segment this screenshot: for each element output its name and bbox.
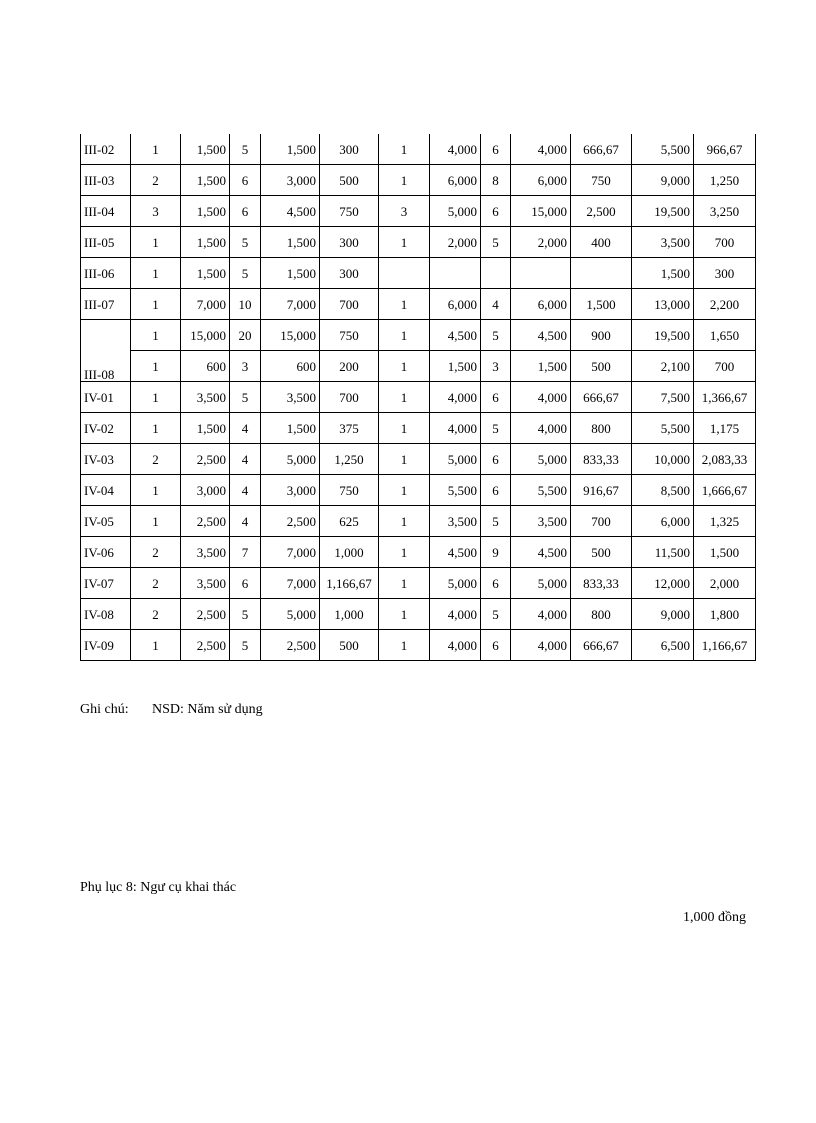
table-cell: 3,500 xyxy=(181,382,230,413)
table-cell: 3,500 xyxy=(181,537,230,568)
table-cell: 6,000 xyxy=(430,289,481,320)
table-cell: 1,500 xyxy=(181,134,230,165)
row-code: III-04 xyxy=(81,196,131,227)
row-code: III-07 xyxy=(81,289,131,320)
table-cell: 7,000 xyxy=(261,537,320,568)
table-cell: 19,500 xyxy=(632,320,694,351)
table-cell: 5 xyxy=(481,599,511,630)
table-cell: 4,000 xyxy=(511,134,571,165)
table-cell: 7,000 xyxy=(181,289,230,320)
table-cell: 2 xyxy=(131,444,181,475)
table-cell: 4,500 xyxy=(261,196,320,227)
table-cell: 1,500 xyxy=(694,537,756,568)
table-cell: 1 xyxy=(131,630,181,661)
table-cell: 6 xyxy=(481,568,511,599)
table-cell: 1,500 xyxy=(181,258,230,289)
table-cell: 3,500 xyxy=(632,227,694,258)
table-row xyxy=(81,351,756,382)
table-row xyxy=(81,413,756,444)
table-cell: 5 xyxy=(230,227,261,258)
table-cell: 4,000 xyxy=(511,413,571,444)
table-cell: 6,000 xyxy=(511,165,571,196)
table-cell: 3,250 xyxy=(694,196,756,227)
table-cell: 2,000 xyxy=(430,227,481,258)
table-cell: 4,000 xyxy=(511,382,571,413)
table-cell: 2,000 xyxy=(511,227,571,258)
table-cell: 800 xyxy=(571,413,632,444)
table-cell: 5,000 xyxy=(261,444,320,475)
table-cell: 1,650 xyxy=(694,320,756,351)
table-cell: 1,250 xyxy=(320,444,379,475)
table-cell: 9 xyxy=(481,537,511,568)
table-cell: 9,000 xyxy=(632,165,694,196)
table-cell: 1,250 xyxy=(694,165,756,196)
table-cell: 750 xyxy=(320,196,379,227)
table-cell: 1 xyxy=(131,289,181,320)
table-cell: 13,000 xyxy=(632,289,694,320)
table-cell: 1 xyxy=(379,475,430,506)
data-table xyxy=(80,134,756,661)
table-row xyxy=(81,134,756,165)
table-cell: 15,000 xyxy=(261,320,320,351)
table-body xyxy=(81,134,756,661)
table-cell: 5,000 xyxy=(261,599,320,630)
table-cell: 6,000 xyxy=(430,165,481,196)
table-cell: 300 xyxy=(320,258,379,289)
table-cell: 3,500 xyxy=(181,568,230,599)
table-cell: 5 xyxy=(230,258,261,289)
table-cell: 900 xyxy=(571,320,632,351)
table-cell: 8,500 xyxy=(632,475,694,506)
table-cell: 10,000 xyxy=(632,444,694,475)
table-cell: 2 xyxy=(131,568,181,599)
table-cell: 1 xyxy=(379,506,430,537)
table-cell: 7,000 xyxy=(261,568,320,599)
table-cell: 1,500 xyxy=(181,165,230,196)
table-cell: 1,366,67 xyxy=(694,382,756,413)
table-cell: 11,500 xyxy=(632,537,694,568)
table-cell: 15,000 xyxy=(181,320,230,351)
table-cell: 4 xyxy=(230,475,261,506)
table-cell: 1,500 xyxy=(430,351,481,382)
table-cell: 1,500 xyxy=(261,413,320,444)
table-cell: 3,500 xyxy=(430,506,481,537)
table-cell: 2 xyxy=(131,165,181,196)
table-cell: 5,000 xyxy=(430,444,481,475)
table-cell: 1 xyxy=(379,599,430,630)
table-cell: 1,500 xyxy=(261,227,320,258)
table-cell xyxy=(481,258,511,289)
table-cell: 800 xyxy=(571,599,632,630)
table-cell: 1 xyxy=(131,506,181,537)
table-cell: 1 xyxy=(379,165,430,196)
table-cell: 600 xyxy=(181,351,230,382)
table-cell: 1 xyxy=(131,134,181,165)
table-cell: 700 xyxy=(320,382,379,413)
table-cell: 19,500 xyxy=(632,196,694,227)
table-cell: 300 xyxy=(320,134,379,165)
table-cell: 1,800 xyxy=(694,599,756,630)
table-row xyxy=(81,227,756,258)
table-cell: 500 xyxy=(320,165,379,196)
table-cell: 6 xyxy=(481,630,511,661)
table-cell xyxy=(511,258,571,289)
table-cell: 3,000 xyxy=(261,165,320,196)
table-cell: 300 xyxy=(320,227,379,258)
table-cell: 1 xyxy=(131,382,181,413)
appendix-title: Phụ lục 8: Ngư cụ khai thác xyxy=(80,880,237,895)
table-cell: 2,500 xyxy=(261,506,320,537)
table-cell: 1 xyxy=(379,134,430,165)
table-cell: 666,67 xyxy=(571,134,632,165)
table-cell: 5 xyxy=(230,134,261,165)
table-cell: 4,000 xyxy=(511,630,571,661)
table-cell: 20 xyxy=(230,320,261,351)
table-row xyxy=(81,382,756,413)
table-cell: 4,000 xyxy=(511,599,571,630)
table-cell: 833,33 xyxy=(571,444,632,475)
table-row xyxy=(81,196,756,227)
table-cell: 700 xyxy=(694,227,756,258)
table-row xyxy=(81,537,756,568)
table-cell: 5,000 xyxy=(430,568,481,599)
table-cell: 5,500 xyxy=(632,413,694,444)
row-code: IV-03 xyxy=(81,444,131,475)
table-cell: 4 xyxy=(230,444,261,475)
table-cell: 5 xyxy=(481,227,511,258)
table-cell: 700 xyxy=(320,289,379,320)
table-cell: 4,000 xyxy=(430,413,481,444)
table-row xyxy=(81,258,756,289)
table-cell: 1,500 xyxy=(181,413,230,444)
table-cell: 8 xyxy=(481,165,511,196)
table-cell: 2,500 xyxy=(181,630,230,661)
table-cell: 4,500 xyxy=(430,537,481,568)
table-cell: 2 xyxy=(131,537,181,568)
table-cell: 1 xyxy=(379,227,430,258)
table-cell: 4,500 xyxy=(511,320,571,351)
table-cell: 6 xyxy=(481,444,511,475)
table-cell: 1 xyxy=(379,444,430,475)
table-cell: 5 xyxy=(230,599,261,630)
row-code: IV-08 xyxy=(81,599,131,630)
row-code: III-02 xyxy=(81,134,131,165)
table-cell: 6,500 xyxy=(632,630,694,661)
table-cell: 6,000 xyxy=(632,506,694,537)
table-cell: 1,666,67 xyxy=(694,475,756,506)
table-cell: 3,000 xyxy=(261,475,320,506)
table-row xyxy=(81,568,756,599)
table-cell: 500 xyxy=(571,351,632,382)
note-label: Ghi chú: xyxy=(80,702,129,717)
table-cell: 5,000 xyxy=(511,568,571,599)
table-cell: 500 xyxy=(320,630,379,661)
table-cell: 1 xyxy=(379,382,430,413)
table-cell: 5,000 xyxy=(511,444,571,475)
row-code: IV-07 xyxy=(81,568,131,599)
table-cell xyxy=(379,258,430,289)
table-cell: 3 xyxy=(131,196,181,227)
table-cell: 1,500 xyxy=(632,258,694,289)
table-cell: 5,500 xyxy=(632,134,694,165)
table-cell: 1 xyxy=(379,289,430,320)
table-cell: 1,166,67 xyxy=(694,630,756,661)
table-row xyxy=(81,444,756,475)
table-cell: 500 xyxy=(571,537,632,568)
row-code: III-08 xyxy=(81,320,131,382)
row-code: IV-04 xyxy=(81,475,131,506)
table-row xyxy=(81,289,756,320)
table-cell: 6 xyxy=(230,568,261,599)
table-cell: 1 xyxy=(379,568,430,599)
table-cell: 4 xyxy=(230,413,261,444)
table-cell: 966,67 xyxy=(694,134,756,165)
table-cell: 2,500 xyxy=(571,196,632,227)
table-cell: 2 xyxy=(131,599,181,630)
row-code: III-06 xyxy=(81,258,131,289)
table-cell: 833,33 xyxy=(571,568,632,599)
table-cell: 4 xyxy=(230,506,261,537)
table-cell: 7,500 xyxy=(632,382,694,413)
table-cell: 5,000 xyxy=(430,196,481,227)
row-code: IV-09 xyxy=(81,630,131,661)
row-code: IV-02 xyxy=(81,413,131,444)
table-cell: 4,500 xyxy=(511,537,571,568)
table-cell: 5 xyxy=(481,506,511,537)
table-cell: 1 xyxy=(379,537,430,568)
table-cell: 1 xyxy=(131,258,181,289)
table-cell: 750 xyxy=(320,320,379,351)
table-cell: 3,000 xyxy=(181,475,230,506)
table-cell: 700 xyxy=(694,351,756,382)
table-cell: 5 xyxy=(230,630,261,661)
table-cell: 666,67 xyxy=(571,630,632,661)
table-cell: 5,500 xyxy=(430,475,481,506)
table-cell: 5 xyxy=(230,382,261,413)
table-cell: 1 xyxy=(131,320,181,351)
table-cell: 1,175 xyxy=(694,413,756,444)
table-cell: 2,100 xyxy=(632,351,694,382)
table-cell: 1,500 xyxy=(261,258,320,289)
table-cell: 1,500 xyxy=(511,351,571,382)
table-cell: 1 xyxy=(379,351,430,382)
row-code: III-05 xyxy=(81,227,131,258)
table-cell: 1 xyxy=(131,227,181,258)
table-cell: 6 xyxy=(230,196,261,227)
table-cell: 1 xyxy=(379,413,430,444)
table-cell: 6 xyxy=(481,196,511,227)
table-cell: 1,000 xyxy=(320,537,379,568)
table-cell xyxy=(571,258,632,289)
row-code: III-03 xyxy=(81,165,131,196)
table-cell: 3,500 xyxy=(511,506,571,537)
table-cell: 3 xyxy=(481,351,511,382)
table-cell: 1 xyxy=(131,475,181,506)
table-cell: 400 xyxy=(571,227,632,258)
table-cell: 7 xyxy=(230,537,261,568)
table-cell: 700 xyxy=(571,506,632,537)
table-cell: 5,500 xyxy=(511,475,571,506)
table-cell: 6,000 xyxy=(511,289,571,320)
table-cell: 6 xyxy=(481,475,511,506)
table-row xyxy=(81,165,756,196)
table-cell: 2,000 xyxy=(694,568,756,599)
table-cell: 6 xyxy=(481,382,511,413)
table-cell: 4,000 xyxy=(430,134,481,165)
table-cell: 1 xyxy=(131,413,181,444)
table-cell: 300 xyxy=(694,258,756,289)
table-cell: 9,000 xyxy=(632,599,694,630)
table-cell: 15,000 xyxy=(511,196,571,227)
table-cell xyxy=(430,258,481,289)
table-cell: 4,500 xyxy=(430,320,481,351)
table-cell: 375 xyxy=(320,413,379,444)
row-code: IV-06 xyxy=(81,537,131,568)
table-cell: 2,500 xyxy=(261,630,320,661)
table-cell: 3,500 xyxy=(261,382,320,413)
table-row xyxy=(81,475,756,506)
table-cell: 1 xyxy=(131,351,181,382)
table-cell: 1 xyxy=(379,630,430,661)
table-cell: 1,500 xyxy=(261,134,320,165)
table-cell: 916,67 xyxy=(571,475,632,506)
table-cell: 625 xyxy=(320,506,379,537)
table-cell: 750 xyxy=(571,165,632,196)
table-cell: 5 xyxy=(481,413,511,444)
table-cell: 1,166,67 xyxy=(320,568,379,599)
table-cell: 600 xyxy=(261,351,320,382)
table-row xyxy=(81,599,756,630)
table-row xyxy=(81,320,756,351)
table-row xyxy=(81,630,756,661)
unit-label: 1,000 đồng xyxy=(683,910,746,925)
table-cell: 2,083,33 xyxy=(694,444,756,475)
table-cell: 2,500 xyxy=(181,506,230,537)
table-cell: 6 xyxy=(230,165,261,196)
table-cell: 750 xyxy=(320,475,379,506)
table-cell: 1,500 xyxy=(571,289,632,320)
table-cell: 7,000 xyxy=(261,289,320,320)
table-cell: 3 xyxy=(230,351,261,382)
table-cell: 2,500 xyxy=(181,444,230,475)
table-cell: 1,500 xyxy=(181,227,230,258)
table-cell: 10 xyxy=(230,289,261,320)
table-cell: 2,200 xyxy=(694,289,756,320)
table-cell: 1 xyxy=(379,320,430,351)
table-cell: 4,000 xyxy=(430,382,481,413)
table-cell: 6 xyxy=(481,134,511,165)
table-cell: 4 xyxy=(481,289,511,320)
table-cell: 2,500 xyxy=(181,599,230,630)
table-cell: 1,325 xyxy=(694,506,756,537)
row-code: IV-05 xyxy=(81,506,131,537)
table-cell: 200 xyxy=(320,351,379,382)
note-text: NSD: Năm sử dụng xyxy=(152,702,263,717)
table-cell: 4,000 xyxy=(430,630,481,661)
table-cell: 1,500 xyxy=(181,196,230,227)
row-code: IV-01 xyxy=(81,382,131,413)
table-row xyxy=(81,506,756,537)
table-cell: 5 xyxy=(481,320,511,351)
table-cell: 12,000 xyxy=(632,568,694,599)
table-cell: 666,67 xyxy=(571,382,632,413)
table-cell: 1,000 xyxy=(320,599,379,630)
table-cell: 4,000 xyxy=(430,599,481,630)
table-cell: 3 xyxy=(379,196,430,227)
